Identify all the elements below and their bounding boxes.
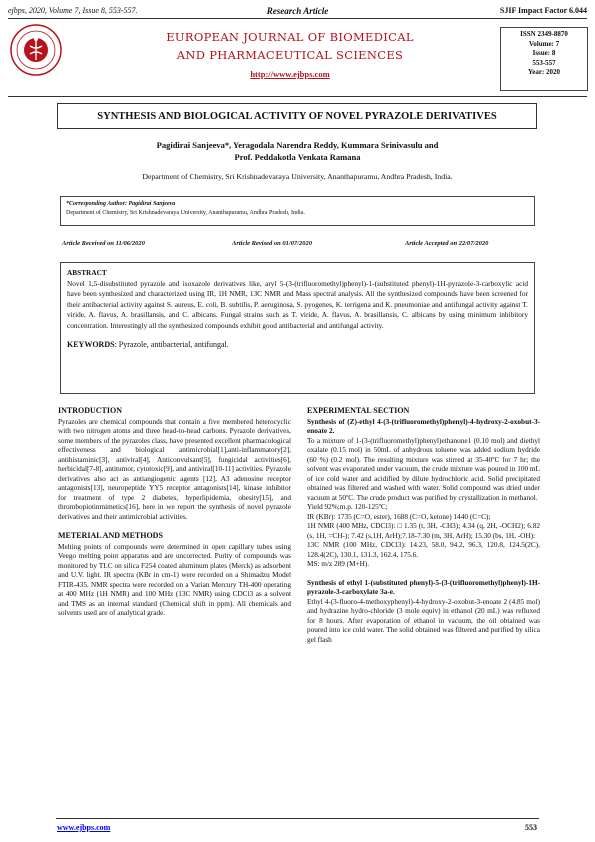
synthesis-3-heading: Synthesis of ethyl 1-(substituted phenyl)-5-(3-(trifluoromethyl)phenyl)-1H-pyrazole-3-carboxylate 3a-e. [307, 578, 540, 596]
revised-date: Article Revised on 01/07/2020 [232, 240, 312, 247]
journal-title-line1: EUROPEAN JOURNAL OF BIOMEDICAL [166, 30, 414, 44]
footer-divider [56, 818, 539, 819]
experimental-heading: EXPERIMENTAL SECTION [307, 406, 410, 415]
running-header [8, 6, 587, 16]
corresponding-address: Department of Chemistry, Sri Krishnadevaraya University, Ananthapuramu, Andhra Pradesh, India. [66, 210, 305, 216]
received-date: Article Received on 11/06/2020 [62, 240, 145, 247]
journal-logo [10, 24, 62, 76]
introduction-heading: INTRODUCTION [58, 406, 123, 415]
article-title: SYNTHESIS AND BIOLOGICAL ACTIVITY OF NOVEL PYRAZOLE DERIVATIVES [57, 103, 537, 129]
authors [120, 140, 475, 163]
synthesis-3-text: Ethyl 4-(3-fluoro-4-methoxyphenyl)-4-hydroxy-2-oxobut-3-enoate 2 (4.85 mol) and hydrazine hydro-chloride (3 mole equiv) in ethanol (20 mL) was refluxed for 8 hours. After evaporation of ethanol in vacuum, the oil obtained was poured into ice cold water. The solid obtained was filtered and purified by silica gel flash [307, 597, 540, 644]
ir-text: IR (KBr): 1735 (C=O, ester), 1688 (C=O, ketone) 1440 (C=C); [307, 512, 491, 521]
authors-line1: Pagidirai Sanjeeva*, Yeragodala Narendra Reddy, Kummara Srinivasulu and [156, 140, 439, 150]
synthesis-2-heading: Synthesis of (Z)-ethyl 4-(3-(trifluoromethyl)phenyl)-4-hydroxy-2-oxobut-3-enoate 2. [307, 417, 540, 435]
page-number: 553 [525, 823, 537, 832]
left-column [58, 406, 291, 619]
right-column [307, 406, 540, 645]
yield-text: Yield 92%;m.p. 120-125ºC; [307, 503, 388, 511]
citation-text: ejbps, 2020, Volume 7, Issue 8, 553-557. [8, 6, 138, 15]
keywords [67, 340, 528, 351]
affiliation: Department of Chemistry, Sri Krishnadevaraya University, Ananthapuramu, Andhra Pradesh, India. [142, 172, 453, 181]
authors-line2: Prof. Peddakotla Venkata Ramana [234, 151, 361, 162]
corresponding-author: *Corresponding Author: Pagidirai Sanjeeva [66, 201, 176, 207]
keywords-label: KEYWORDS [67, 339, 115, 349]
methods-text: Melting points of compounds were determined in open capillary tubes using Veego melting point apparatus and are uncorrected. Purity of compounds was monitored by TLC on silica F254 coated aluminum plates (Merck) as adsorbent and U.V. light. IR spectra (KBr in cm-1) were recorded on a Shimadzu Model FTIR-435. NMR spectra were recorded on a Varian Mercury TH-400 operating at 400 MHz (1H NMR) and 100 MHz (13C NMR) using CDCl3 as a solvent and TMS as an internal standard (Chemical shift in ppm). All chemicals and solvents used are of analytical grade. [58, 542, 291, 617]
abstract-heading: ABSTRACT [67, 268, 107, 277]
journal-title-line2: AND PHARMACEUTICAL SCIENCES [176, 48, 404, 62]
header-divider [8, 18, 587, 19]
year-text: Year: 2020 [527, 68, 561, 76]
issn-box [500, 27, 588, 91]
volume-text: Volume: 7 [528, 39, 560, 48]
accepted-date: Article Accepted on 22/07/2020 [405, 240, 489, 247]
article-type: Research Article [266, 6, 329, 16]
synthesis-2-text: To a mixture of 1-(3-(trifluoromethyl)phenyl)ethanone1 (0.10 mol) and diethyl oxalate (0.15 mol) in 50mL of anhydrous toluene was added sodium hydride (60 %) (0.2 mol). The resulting mixture was stirred at 35-40ºC for 7 hr; the solvent was evaporated under vacuum, the crude mixture was poured in 100 mL of ice cold water and acidified by dilute hydrochloric acid. Solid precipitated obtained was filtered and washed with water. Solid compound was dried under vacuum at 50ºC. The crude product was purified by crystallization in methanol. [307, 436, 540, 502]
ms-text: MS: m/z 289 (M+H). [307, 560, 370, 568]
c-nmr-text: 13C NMR (100 MHz, CDCl3): 14.23, 58.0, 94.2, 96.3, 120.8, 124.5(2C), 128.4(2C), 130.1, 131.3, 162.4, 175.6. [307, 541, 540, 559]
journal-url-link[interactable]: http://www.ejbps.com [250, 69, 330, 79]
h-nmr-text: 1H NMR (400 MHz, CDCl3): □ 1.35 (t, 3H, -CH3); 4.34 (q, 2H, -OCH2); 6.82 (s, 1H, =CH-); 7.42 (s,1H, ArH);7.18-7.30 (m, 3H, ArH); 15.30 (bs, 1H, -OH): [307, 522, 540, 540]
issn-text: ISSN 2349-8870 [520, 30, 568, 38]
abstract-text: Novel 1,5-disubstituted pyrazole and isoxazole derivatives like, aryl 5-(3-(trifluoromethyl)phenyl)-1-(substituted phenyl)-1H-pyrazole-3-carboxylic acid have been synthesized and characterized using IR, 1H NMR, 13C NMR and Mass spectral analysis. All the synthesized compounds have been screened for their antibacterial activity against S. aureus, E. coli, B. subtilis, P. aeruginosa, S. pyogenes, K. terrigena and K. pneumoniae and antifungal activity against T. viride, A. flavus, A. brasillansis, and C. albicans. Fungal strains such as T. viride, A. flavus, A. brasillansis, C. albicans by using minimum inhibitory concentration. Interestingly all the synthesized compounds exhibit good antibacterial and antifungal activity. [67, 278, 528, 330]
methods-heading: METERIAL AND METHODS [58, 531, 163, 540]
masthead-divider [8, 96, 587, 97]
issue-text: Issue: 8 [532, 49, 556, 57]
footer-url-link[interactable]: www.ejbps.com [57, 823, 111, 832]
keywords-text: : Pyrazole, antibacterial, antifungal. [114, 339, 229, 349]
impact-factor: SJIF Impact Factor 6.044 [499, 6, 587, 15]
pages-text: 553-557 [532, 58, 556, 67]
correspondence-box [60, 196, 535, 226]
abstract-box [60, 262, 535, 394]
introduction-text: Pyrazoles are chemical compounds that contain a five membered heterocyclic with two nitrogen atoms and three head-to-head carbons. Pyrazole derivatives, some members of the pyrazoles class, have presented excellent pharmacological effectiveness and biological antimicrobial[1],anti-inflammatory[2], antihistaminic[3], antiviral[4], Anticonvulsant[5], fungicidal activities[6], herbicidal[7-8], antitumor, cytotoxic[9], and antiviral[10-11] activities. Pyrazole derivatives also act as antiangiogenic agents [12], A3 adenosine receptor antagonists[13], neuropeptide YY5 receptor antagonists[14], kinase inhibitor for treatment of type 2 diabetes, hyperlipidemia, obesity[15], and thrombopiotinmimetics[16], here in we report the synthesis of novel pyrazole derivatives and their antimicrobial activities. [58, 417, 291, 521]
